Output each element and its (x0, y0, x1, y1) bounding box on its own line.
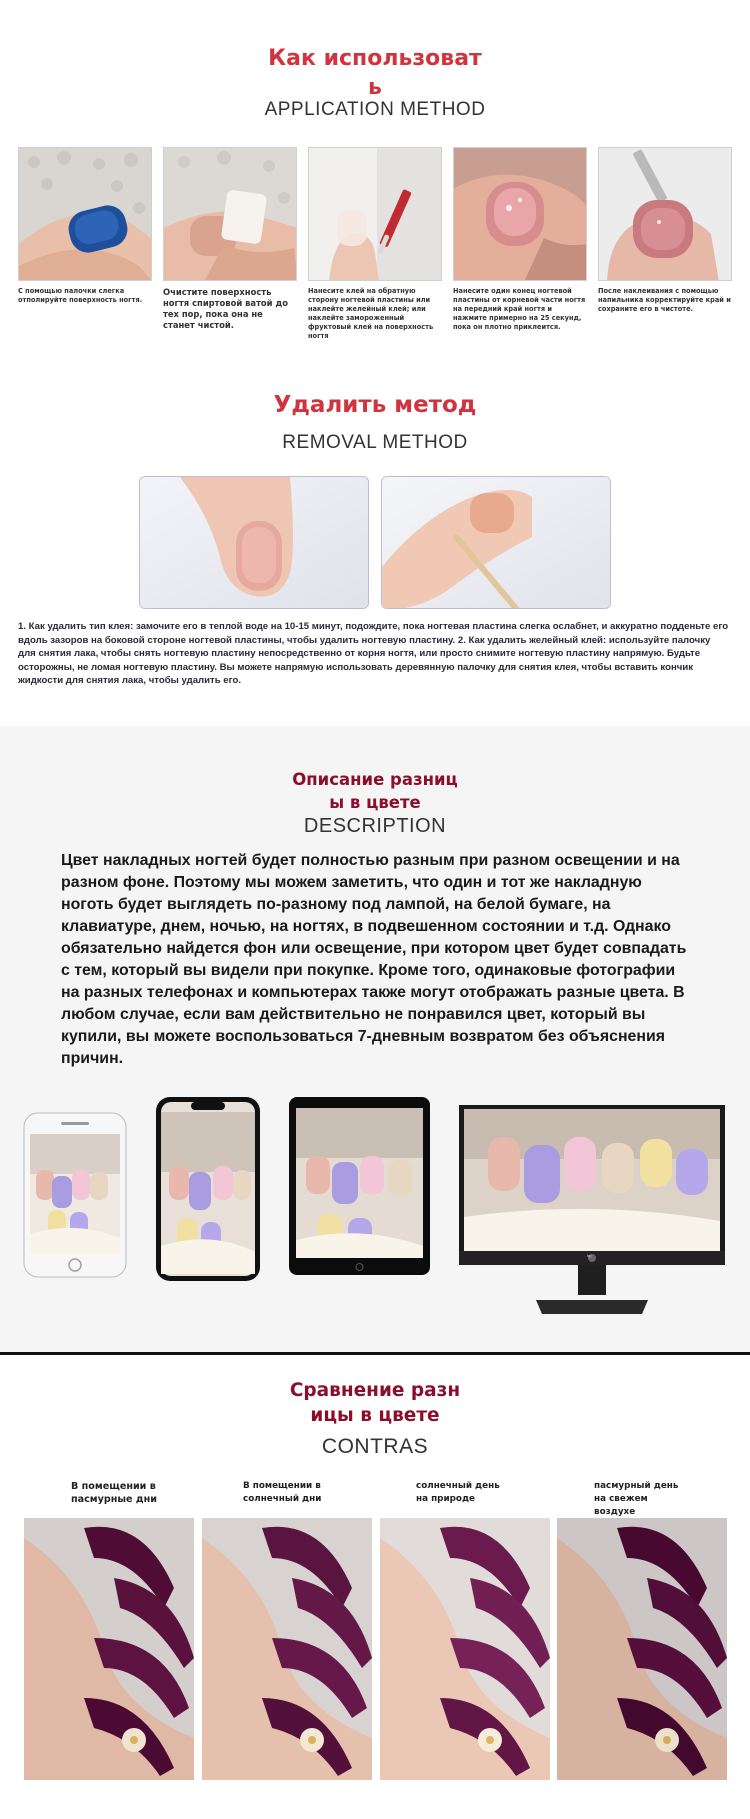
application-title (0, 44, 750, 102)
contras-section (0, 1355, 750, 1819)
application-section (0, 0, 750, 375)
description-section (0, 726, 750, 1352)
removal-instructions: 1. Как удалить тип клея: замочите его в теплой воде на 10-15 минут, подождите, пока ногтевая пластина слегка ослабнет, и аккуратно подденьте его вдоль зазоров на боковой стороне ногтевой пластины, чтобы удалить ногтевую пластину. 2. Как удалить желейный клей: используйте палочку для снятия лака, чтобы снять ногтевую пластину непосредственно от корня ногтя, или просто снимите ногтевую пластину напрямую. Будьте осторожны, не ломая ногтевую пластину. Вы можете напрямую использовать деревянную палочку для снятия клея, чтобы вставить кончик жидкости для снятия лака, чтобы удалить его. (18, 621, 729, 686)
condition-label-4: пасмурный день на свежем воздухе (594, 1481, 679, 1517)
contras-title-line1: Сравнение разн (289, 1380, 461, 1401)
condition-label-2: В помещении в солнечный дни (243, 1481, 322, 1504)
description-subtitle: DESCRIPTION (303, 815, 447, 837)
step-4-photo (453, 147, 587, 281)
step-2-caption: Очистите поверхность ногтя спиртовой ватой до тех пор, пока она не станет чистой. (163, 287, 288, 330)
step-2-photo (163, 147, 297, 281)
contras-title-line2: ицы в цвете (310, 1405, 440, 1426)
contras-title (0, 1378, 750, 1428)
description-title-line2: ы в цвете (329, 793, 421, 812)
step-5-caption: После наклеивания с помощью напильника корректируйте край и сохраните его в чистоте. (598, 287, 731, 313)
condition-label-1: В помещении в пасмурные дни (71, 1481, 158, 1505)
step-1-caption: С помощью палочки слегка отполируйте поверхность ногтя. (18, 287, 143, 304)
description-text: Цвет накладных ногтей будет полностью разным при разном освещении и на разном фоне. Поэтому мы можем заметить, что один и тот же накладную ноготь будет выглядеть по-разному под лампой, на белой бумаге, на клавиатуре, днем, ночью, на ногтях, в подвешенном состоянии и т.д. Однако обязательно найдется фон или освещение, при котором цвет будет совпадать с тем, который вы видели при покупке. Кроме того, одинаковые фотографии на разных телефонах и компьютерах также могут отображать разные цвета. В любом случае, если вам действительно не понравился цвет, который вы купили, вы можете воспользоваться 7-дневным возвратом без объяснения причин. (61, 852, 687, 1067)
application-step-3 (308, 147, 442, 341)
application-step-4 (453, 147, 587, 332)
phone-white-device (23, 1112, 127, 1278)
application-step-5 (598, 147, 732, 314)
step-3-caption: Нанесите клей на обратную сторону ногтевой пластины или наклейте желейный клей; или наклейте замороженный фруктовый клей на поверхность ногтя (308, 287, 434, 340)
monitor-logo: hp (587, 1253, 592, 1258)
application-step-2 (163, 147, 297, 331)
tablet-device (288, 1096, 431, 1276)
condition-label-3: солнечный день на природе (416, 1481, 500, 1504)
step-5-photo (598, 147, 732, 281)
description-title-line1: Описание разниц (292, 770, 458, 789)
description-title (0, 768, 750, 814)
comparison-photo-4 (557, 1518, 727, 1780)
step-3-photo (308, 147, 442, 281)
application-title-line2: ь (368, 75, 382, 100)
comparison-photo-3 (380, 1518, 550, 1780)
phone-black-device (155, 1096, 261, 1282)
application-title-line1: Как использоват (268, 46, 482, 71)
monitor-device (458, 1104, 726, 1316)
contras-subtitle: CONTRAS (321, 1435, 429, 1458)
removal-subtitle: REMOVAL METHOD (282, 432, 468, 453)
application-subtitle: APPLICATION METHOD (264, 99, 486, 120)
comparison-photo-2 (202, 1518, 372, 1780)
removal-photo-1 (139, 476, 369, 609)
removal-title: Удалить метод (273, 392, 477, 418)
step-4-caption: Нанесите один конец ногтевой пластины от корневой части ногтя на передний край ногтя и нажмите примерно на 25 секунд, пока он плотно приклеится. (453, 287, 586, 331)
application-step-1 (18, 147, 152, 305)
removal-photo-2 (381, 476, 611, 609)
step-1-photo (18, 147, 152, 281)
comparison-photo-1 (24, 1518, 194, 1780)
